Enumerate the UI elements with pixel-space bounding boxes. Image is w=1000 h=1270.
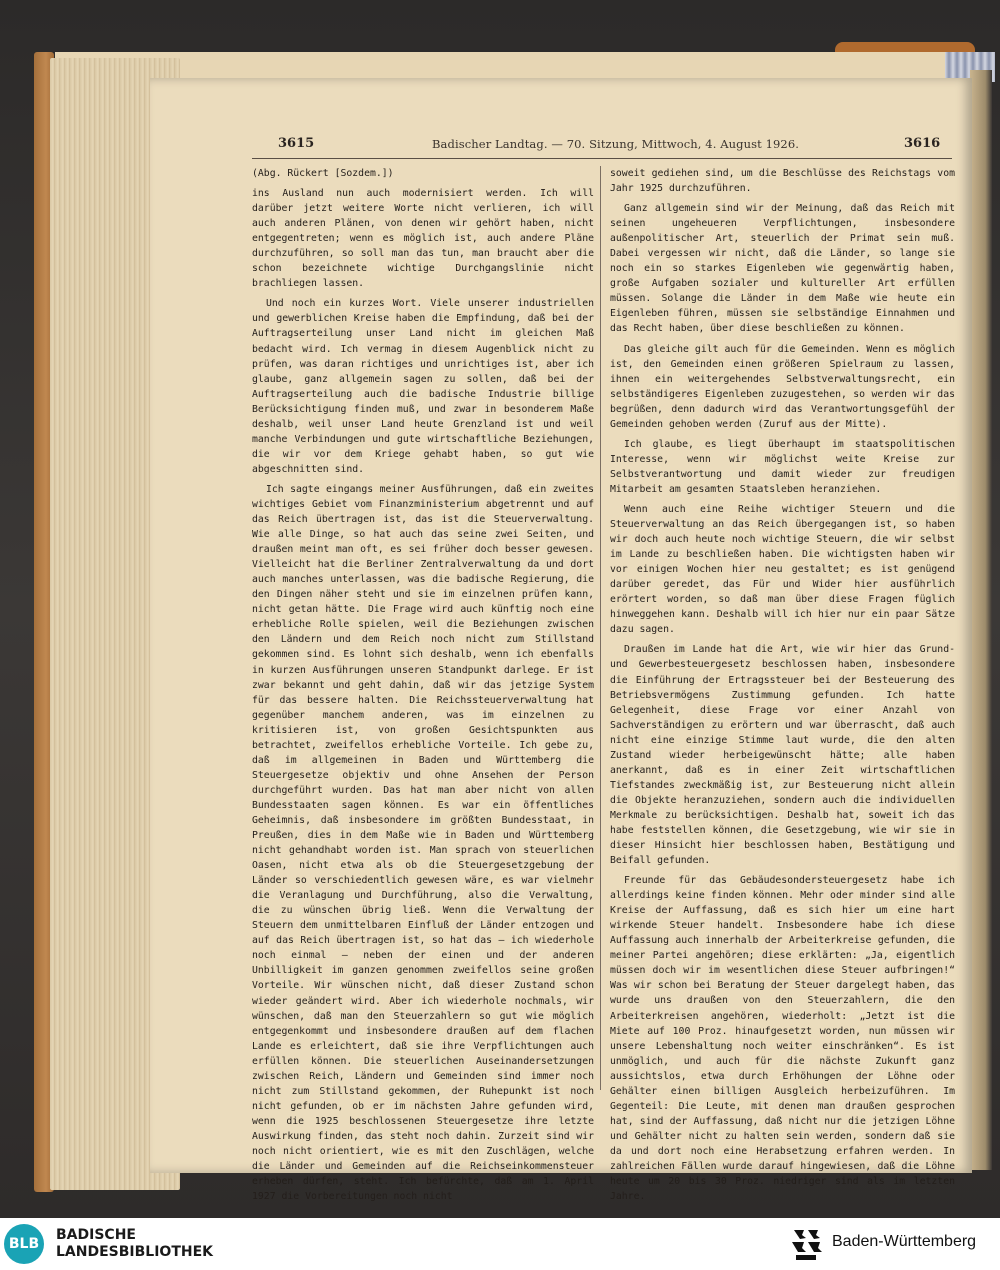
page-number-left: 3615 <box>278 136 315 151</box>
paragraph: Ich glaube, es liegt überhaupt im staatspolitischen Interesse, wenn wir möglichst weite Kreise zur Selbstverantwortung und damit wieder zur freudigen Mitarbeit am gesamten Staatsleben heranziehen. <box>610 438 955 495</box>
page-number-right: 3616 <box>904 136 941 151</box>
library-name[interactable] <box>56 1227 213 1261</box>
state-name[interactable]: Baden-Württemberg <box>832 1233 977 1250</box>
text-column-right <box>610 166 955 1204</box>
paragraph: Ganz allgemein sind wir der Meinung, daß das Reich mit seinen ungeheueren Verpflichtungen, insbesondere außenpolitischer Art, steuerlich der Primat sein muß. Dabei vergessen wir nicht, daß die Länder, so lange sie noch ein so starkes Eigenleben wie gegenwärtig haben, große Aufgaben sozialer und kultureller Art erfüllen müssen. Solange die Länder in dem Maße wie heute ein Eigenleben führen, müssen sie selbständige Einnahmen und das Recht haben, über diese beschließen zu können. <box>610 203 955 335</box>
page-right-edge <box>970 70 992 1170</box>
text-column-left <box>252 166 594 1204</box>
library-name-line2: LANDESBIBLIOTHEK <box>56 1244 214 1260</box>
paragraph: Draußen im Lande hat die Art, wie wir hier das Grund- und Gewerbesteuergesetz beschlossen haben, insbesondere die Einführung der Ertragssteuer bei der Besteuerung des Betriebsvermögens Zustimmung gefunden. Ich hatte Gelegenheit, diese Frage vor einer Anzahl von Sachverständigen zu erörtern und war überrascht, daß auch nicht eine einzige Stimme laut wurde, die den alten Zustand wieder herbeigewünscht hätte; alle haben anerkannt, daß es in einer Zeit wirtschaftlichen Tiefstandes zweckmäßig ist, zur Besteuerung nicht allein die Objekte heranzuziehen, sondern auch die individuellen Merkmale zu berücksichtigen. Deshalb hat, soweit ich das habe feststellen können, die Gesetzgebung, wie wir sie in dieser Hinsicht hier beschlossen haben, Bestätigung und Beifall gefunden. <box>610 644 955 867</box>
column-divider <box>600 166 601 1090</box>
header-rule <box>252 158 952 159</box>
paragraph: Ich sagte eingangs meiner Ausführungen, daß ein zweites wichtiges Gebiet vom Finanzministerium abgetrennt und auf das Reich übertragen ist, das ist die Steuerverwaltung. Wie alle Dinge, so hat auch das seine zwei Seiten, und draußen meint man oft, es sei früher doch besser gewesen. Vielleicht hat die Berliner Zentralverwaltung da und dort auch manches unterlassen, was die badische Regierung, die den Dingen näher steht und sie im einzelnen prüfen kann, nicht getan hätte. Die Frage wird auch künftig noch eine erhebliche Rolle spielen, weil die Beziehungen zwischen den Ländern und dem Reich noch nicht zum Stillstand gekommen sind. Es lohnt sich deshalb, wenn ich ebenfalls in kurzen Ausführungen unseren Standpunkt darlege. Er ist zwar bekannt und geht dahin, daß wir das jetzige System für das bessere halten. Die Reichssteuerverwaltung hat gegenüber manchem anderen, was im einzelnen zu kritisieren ist, von großen Gesichtspunkten aus betrachtet, zweifellos erhebliche Vorteile. Ich gebe zu, daß im allgemeinen in Baden und Württemberg die Steuergesetze objektiv und ohne Ansehen der Person durchgeführt wurden. Das hat man aber nicht von allen Bundesstaaten sagen können. Es war ein öffentliches Geheimnis, daß insbesondere im größten Bundesstaat, in Preußen, dies in dem Maße wie in Baden und Württemberg nicht gehandhabt worden ist. Man sprach von steuerlichen Oasen, nicht etwa als ob die Steuergesetzgebung der Länder so verschiedentlich gewesen wäre, es war vielmehr die Veranlagung und Durchführung, also die Verwaltung, die zu wünschen übrig ließ. Wenn die Verwaltung der Steuern dem unmittelbaren Einfluß der Länder entzogen und auf das Reich übertragen ist, so hat das — ich wiederhole noch einmal — neben der einen und der anderen Unbilligkeit im ganzen genommen zweifellos seine großen Vorteile. Wir wünschen nicht, daß dieser Zustand schon wieder geändert wird. Aber ich wiederhole nochmals, wir wünschen, daß man den Steuerzahlern so gut wie möglich entgegenkommt und insbesondere draußen auf dem flachen Lande es erleichtert, daß sie ihre Verpflichtungen auch erfüllen können. Die steuerlichen Auseinandersetzungen zwischen Reich, Ländern und Gemeinden sind immer noch nicht zum Stillstand gekommen, der Ruhepunkt ist noch nicht gefunden, ob er im nächsten Jahre gefunden wird, wenn die 1925 beschlossenen Steuergesetze ihre letzte Auswirkung finden, das steht noch dahin. Zurzeit sind wir noch nicht orientiert, wie es mit den Zuschlägen, welche die Länder und Gemeinden auf die Reichseinkommensteuer erheben dürfen, steht. Ich befürchte, daß am 1. April 1927 die Vorbereitungen noch nicht <box>252 483 594 1203</box>
paragraph: ins Ausland nun auch modernisiert werden. Ich will darüber jetzt weitere Worte nicht verlieren, ich will auch anderen Plänen, von denen wir gehört haben, nicht entgegentreten; wenn es möglich ist, auch andere Pläne durchzuführen, so soll man das tun, man braucht aber die schon bezeichnete wichtige Durchgangslinie nicht brachliegen lassen. <box>252 188 594 290</box>
blb-logo-icon[interactable]: BLB <box>4 1224 44 1264</box>
viewer-footer <box>0 1218 1000 1270</box>
paragraph: Freunde für das Gebäudesondersteuergesetz habe ich allerdings keine finden können. Mehr oder minder sind alle Kreise der Auffassung, daß es sich hier um eine hart wirkende Steuer handelt. Insbesondere habe ich diese Auffassung auch innerhalb der Arbeiterkreise gefunden, die meiner Partei angehören; diese erklärten: „Ja, eigentlich müssen doch wir im wesentlichen diese Steuer aufbringen!“ Was wir schon bei Beratung der Steuer dargelegt haben, das wurde uns draußen von den Steuerzahlern, die den Arbeiterkreisen angehören, wiederholt: „Jetzt ist die Miete auf 100 Proz. hinaufgesetzt worden, nun müssen wir unsere Lebenshaltung noch weiter einschränken“. Es ist unmöglich, und auch für die nächste Zukunft ganz aussichtslos, etwa durch Erhöhungen der Löhne oder Gehälter einen billigen Ausgleich herbeizuführen. Im Gegenteil: Die Leute, mit denen man draußen gesprochen hat, sind der Auffassung, daß nicht nur die jetzigen Löhne und Gehälter nicht zu halten sein werden, sondern daß sie da und dort noch eine Herabsetzung erfahren werden. In zahlreichen Fällen wurde darauf hingewiesen, daß die Löhne heute um 20 bis 30 Proz. niedriger sind als im letzten Jahre. <box>610 875 955 1203</box>
running-title: Badischer Landtag. — 70. Sitzung, Mittwoch, 4. August 1926. <box>432 137 800 151</box>
library-name-line1: BADISCHE <box>56 1227 136 1243</box>
paragraph: Wenn auch eine Reihe wichtiger Steuern und die Steuerverwaltung an das Reich übergegangen ist, so haben wir doch auch heute noch wichtige Steuern, die wir selbst im Lande zu beschließen haben. Die wichtigsten haben wir vor einigen Wochen hier neu gestaltet; es ist genügend darüber geredet, das Für und Wider hier ausführlich erörtert worden, so daß man über diese Fragen füglich hinweggehen kann. Deshalb will ich hier nur ein paar Sätze dazu sagen. <box>610 503 955 636</box>
paragraph: Und noch ein kurzes Wort. Viele unserer industriellen und gewerblichen Kreise haben die Empfindung, daß bei der Auftragserteilung unser Land nicht im gleichen Maß bedacht wird. Ich vermag in diesem Augenblick nicht zu prüfen, was daran richtiges und unrichtiges ist, aber ich glaube, ganz allgemein sagen zu sollen, daß bei der Auftragserteilung auch die badische Industrie billige Berücksichtigung finden muß, und zwar in besonderem Maße deshalb, weil unser Land heute Grenzland ist und weil manche Verbindungen und gute wirtschaftliche Beziehungen, die wir vor dem Kriege gehabt haben, so gut wie abgeschnitten sind. <box>252 298 594 475</box>
page-header <box>150 134 972 154</box>
paragraph: Das gleiche gilt auch für die Gemeinden. Wenn es möglich ist, den Gemeinden einen größeren Spielraum zu lassen, ihnen ein weitergehendes Selbstverwaltungsrecht, ein selbständigeres Eigenleben zuzugestehen, so werden wir das begrüßen, denn dadurch wird das Verantwortungsgefühl der Gemeinden gehoben werden (Zuruf aus der Mitte). <box>610 343 955 430</box>
paragraph: soweit gediehen sind, um die Beschlüsse des Reichstags vom Jahr 1925 durchzuführen. <box>610 168 955 195</box>
speaker-label: (Abg. Rückert [Sozdem.]) <box>252 168 394 179</box>
baden-wuerttemberg-emblem-icon <box>790 1226 822 1262</box>
scanned-page <box>150 78 972 1203</box>
